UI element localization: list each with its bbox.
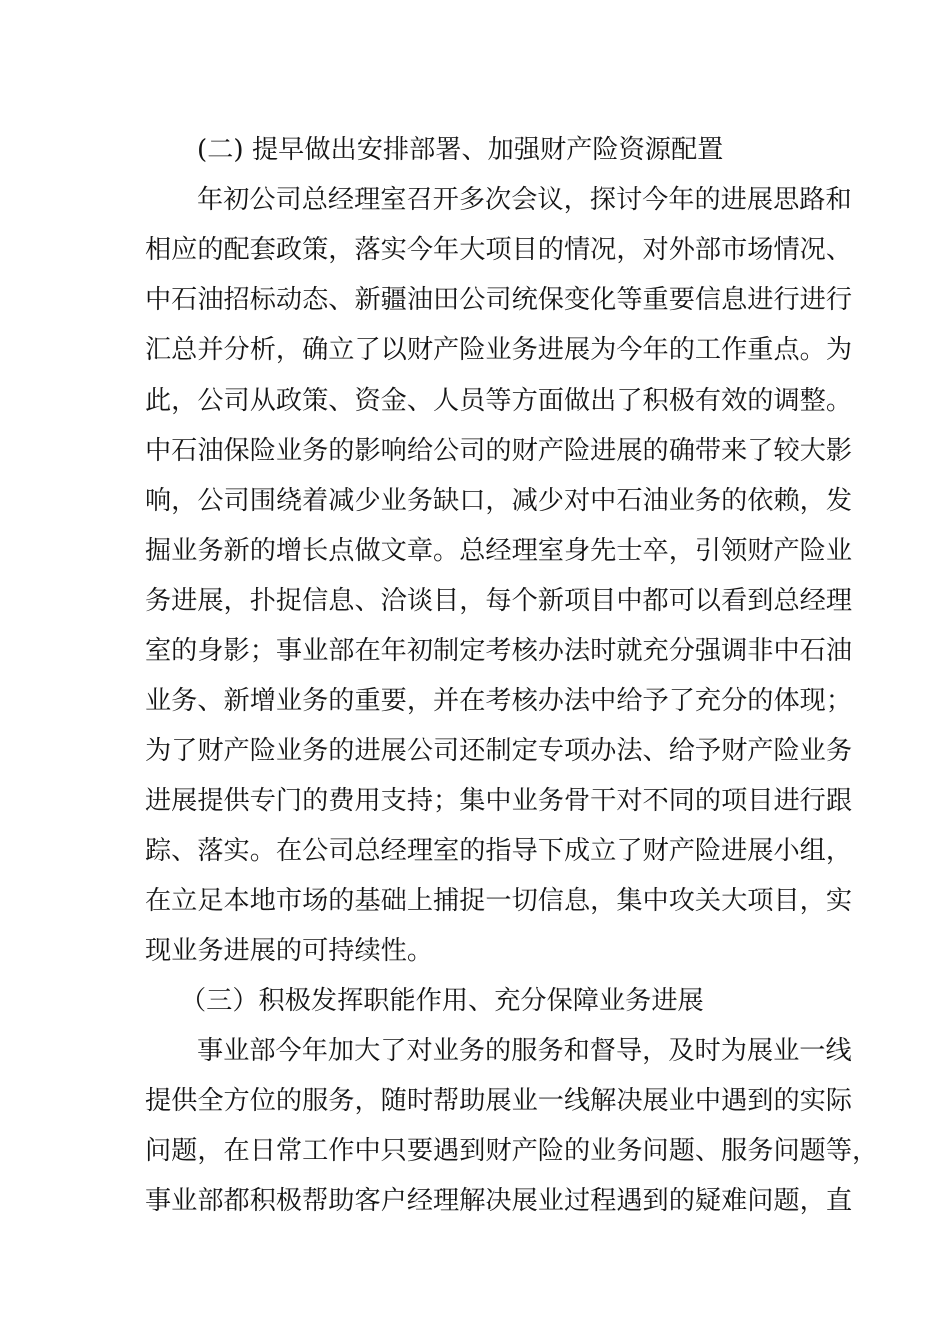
paragraph-line: 在立足本地市场的基础上捕捉一切信息，集中攻关大项目，实 bbox=[145, 886, 853, 916]
paragraph-line: 此，公司从政策、资金、人员等方面做出了积极有效的调整。 bbox=[145, 386, 853, 416]
paragraph-line: 汇总并分析，确立了以财产险业务进展为今年的工作重点。为 bbox=[145, 335, 853, 365]
paragraph-line: 务进展，扑捉信息、洽谈目，每个新项目中都可以看到总经理 bbox=[145, 586, 853, 616]
paragraph-line: 问题，在日常工作中只要遇到财产险的业务问题、服务问题等， bbox=[145, 1136, 879, 1166]
paragraph-line: 进展提供专门的费用支持；集中业务骨干对不同的项目进行跟 bbox=[145, 786, 853, 816]
paragraph-line: 提供全方位的服务，随时帮助展业一线解决展业中遇到的实际 bbox=[145, 1086, 853, 1116]
section-heading-2: (二) 提早做出安排部署、加强财产险资源配置 bbox=[197, 135, 724, 165]
paragraph-line: 踪、落实。在公司总经理室的指导下成立了财产险进展小组， bbox=[145, 836, 853, 866]
section-heading-3: （三）积极发挥职能作用、充分保障业务进展 bbox=[180, 986, 704, 1016]
paragraph-line: 室的身影；事业部在年初制定考核办法时就充分强调非中石油 bbox=[145, 636, 853, 666]
paragraph-line: 中石油招标动态、新疆油田公司统保变化等重要信息进行进行 bbox=[145, 285, 853, 315]
paragraph-line: 事业部都积极帮助客户经理解决展业过程遇到的疑难问题，直 bbox=[145, 1186, 853, 1216]
paragraph-line: 掘业务新的增长点做文章。总经理室身先士卒，引领财产险业 bbox=[145, 536, 853, 566]
paragraph-line: 年初公司总经理室召开多次会议，探讨今年的进展思路和 bbox=[197, 185, 852, 215]
paragraph-line: 中石油保险业务的影响给公司的财产险进展的确带来了较大影 bbox=[145, 436, 853, 466]
paragraph-line: 业务、新增业务的重要，并在考核办法中给予了充分的体现； bbox=[145, 686, 853, 716]
paragraph-line: 为了财产险业务的进展公司还制定专项办法、给予财产险业务 bbox=[145, 736, 853, 766]
paragraph-line: 现业务进展的可持续性。 bbox=[145, 936, 434, 966]
paragraph-line: 事业部今年加大了对业务的服务和督导，及时为展业一线 bbox=[197, 1036, 852, 1066]
paragraph-line: 相应的配套政策，落实今年大项目的情况，对外部市场情况、 bbox=[145, 235, 853, 265]
paragraph-line: 响，公司围绕着减少业务缺口，减少对中石油业务的依赖，发 bbox=[145, 486, 853, 516]
